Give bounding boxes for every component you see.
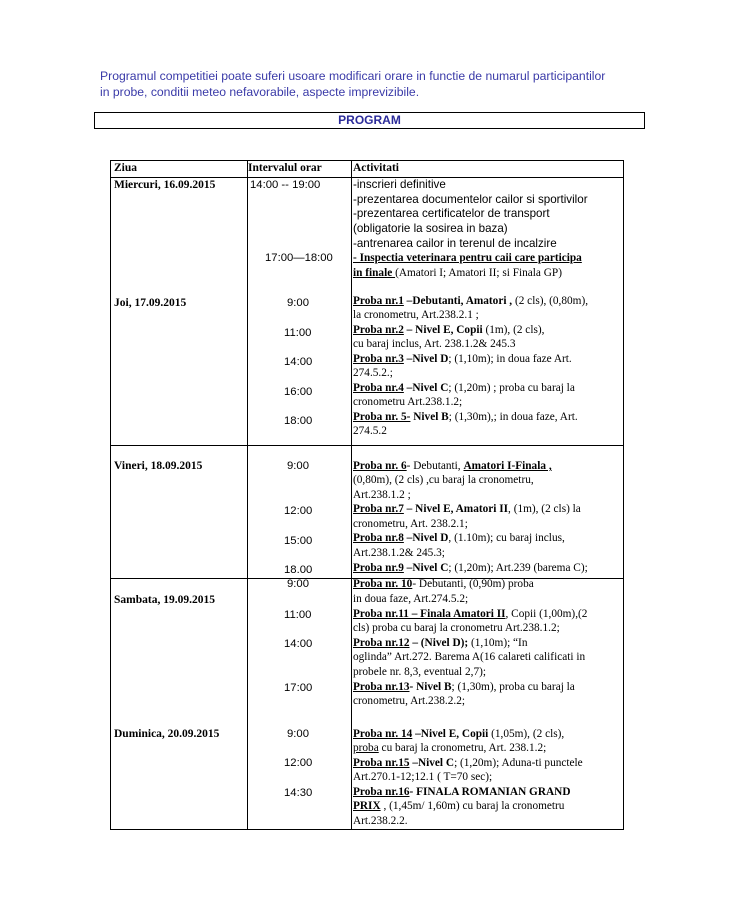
event-proba-12: Proba nr.12 – (Nivel D); (1,10m); “In — [353, 637, 528, 649]
time-slot: 12:00 — [284, 757, 313, 769]
activity-line: -prezentarea certificatelor de transport — [353, 207, 550, 220]
notice-line-2: in probe, conditii meteo nefavorabile, aspecte imprevizibile. — [100, 84, 420, 99]
time-slot: 18.00 — [284, 564, 313, 576]
activity-line: (obligatorie la sosirea in baza) — [353, 222, 508, 235]
event-proba-16: Proba nr.16- FINALA ROMANIAN GRAND — [353, 786, 571, 798]
activity-line: la cronometru, Art.238.2.1 ; — [353, 309, 479, 321]
event-proba-1: Proba nr.1 –Debutanti, Amatori , (2 cls), (0,80m), — [353, 295, 589, 307]
time-slot: 9:00 — [287, 578, 309, 590]
row-divider — [111, 445, 623, 446]
event-proba-11: Proba nr.11 – Finala Amatori II, Copii (1,00m),(2 — [353, 608, 588, 620]
activity-line: proba cu baraj la cronometru, Art. 238.1.2; — [353, 742, 547, 754]
event-proba-4: Proba nr.4 –Nivel C; (1,20m) ; proba cu baraj la — [353, 382, 575, 394]
program-banner: PROGRAM — [94, 112, 645, 129]
time-slot: 17:00—18:00 — [265, 252, 333, 264]
header-activity: Activitati — [353, 162, 399, 174]
event-proba-9: Proba nr.9 –Nivel C; (1,20m); Art.239 (barema C); — [353, 562, 588, 574]
activity-line: -antrenarea cailor in terenul de incalzire — [353, 237, 557, 250]
activity-line: -inscrieri definitive — [353, 178, 446, 191]
activity-line: cronometru, Art. 238.2.1; — [353, 518, 468, 530]
activity-line: - Inspectia veterinara pentru caii care participa — [353, 252, 582, 264]
event-proba-6: Proba nr. 6- Debutanti, Amatori I-Finala , — [353, 460, 552, 472]
activity-line: Art.270.1-12;12.1 ( T=70 sec); — [353, 771, 493, 783]
time-slot: 14:00 — [284, 638, 313, 650]
activity-line: cronometru Art.238.1.2; — [353, 396, 463, 408]
day-friday: Vineri, 18.09.2015 — [114, 460, 203, 472]
event-proba-7: Proba nr.7 – Nivel E, Amatori II, (1m), (2 cls) la — [353, 503, 581, 515]
time-slot: 14:00 — [284, 356, 313, 368]
event-proba-2: Proba nr.2 – Nivel E, Copii (1m), (2 cls), — [353, 324, 545, 336]
header-day: Ziua — [114, 162, 138, 174]
activity-line: Art.238.1.2 ; — [353, 489, 411, 501]
day-thursday: Joi, 17.09.2015 — [114, 297, 187, 309]
day-saturday: Sambata, 19.09.2015 — [114, 594, 215, 606]
activity-line: -prezentarea documentelor cailor si sportivilor — [353, 193, 588, 206]
activity-line: probele nr. 8,3, eventual 2,7); — [353, 666, 487, 678]
time-slot: 17:00 — [284, 682, 313, 694]
notice-line-1: Programul competitiei poate suferi usoare modificari orare in functie de numarul participantilor — [100, 69, 606, 83]
column-divider — [351, 161, 352, 829]
activity-line: 274.5.2.; — [353, 367, 393, 379]
day-sunday: Duminica, 20.09.2015 — [114, 728, 220, 740]
time-slot: 9:00 — [287, 297, 309, 309]
activity-line: 274.5.2 — [353, 425, 387, 437]
program-table — [110, 160, 624, 830]
column-divider — [247, 161, 248, 829]
time-slot: 9:00 — [287, 460, 309, 472]
activity-line: Art.238.1.2& 245.3; — [353, 547, 445, 559]
event-proba-10: Proba nr. 10- Debutanti, (0,90m) proba — [353, 578, 534, 590]
activity-line: Art.238.2.2. — [353, 815, 408, 827]
time-slot: 12:00 — [284, 505, 313, 517]
activity-line: cronometru, Art.238.2.2; — [353, 695, 466, 707]
event-proba-15: Proba nr.15 –Nivel C; (1,20m); Aduna-ti punctele — [353, 757, 583, 769]
time-slot: 18:00 — [284, 415, 313, 427]
time-slot: 11:00 — [284, 609, 312, 621]
time-slot: 14:30 — [284, 787, 313, 799]
activity-line: in finale (Amatori I; Amatori II; si Finala GP) — [353, 267, 562, 279]
time-slot: 11:00 — [284, 327, 312, 339]
event-proba-5: Proba nr. 5- Nivel B; (1,30m),; in doua faze, Art. — [353, 411, 578, 423]
day-wednesday: Miercuri, 16.09.2015 — [114, 179, 216, 191]
event-proba-13: Proba nr.13- Nivel B; (1,30m), proba cu baraj la — [353, 681, 575, 693]
activity-line: in doua faze, Art.274.5.2; — [353, 593, 469, 605]
activity-line: cu baraj inclus, Art. 238.1.2& 245.3 — [353, 338, 516, 350]
event-proba-8: Proba nr.8 –Nivel D, (1.10m); cu baraj inclus, — [353, 532, 565, 544]
event-proba-14: Proba nr. 14 –Nivel E, Copii (1,05m), (2 cls), — [353, 728, 565, 740]
time-slot: 15:00 — [284, 535, 313, 547]
activity-line: cls) proba cu baraj la cronometru Art.238.1.2; — [353, 622, 560, 634]
event-proba-3: Proba nr.3 –Nivel D; (1,10m); in doua faze Art. — [353, 353, 572, 365]
activity-line: (0,80m), (2 cls) ,cu baraj la cronometru, — [353, 474, 534, 486]
header-time: Intervalul orar — [248, 162, 322, 174]
activity-line: oglinda” Art.272. Barema A(16 calareti calificati in — [353, 651, 586, 663]
time-slot: 14:00 -- 19:00 — [250, 179, 321, 191]
schedule-notice — [100, 69, 660, 100]
time-slot: 16:00 — [284, 386, 313, 398]
time-slot: 9:00 — [287, 728, 309, 740]
activity-line: PRIX , (1,45m/ 1,60m) cu baraj la cronometru — [353, 800, 565, 812]
